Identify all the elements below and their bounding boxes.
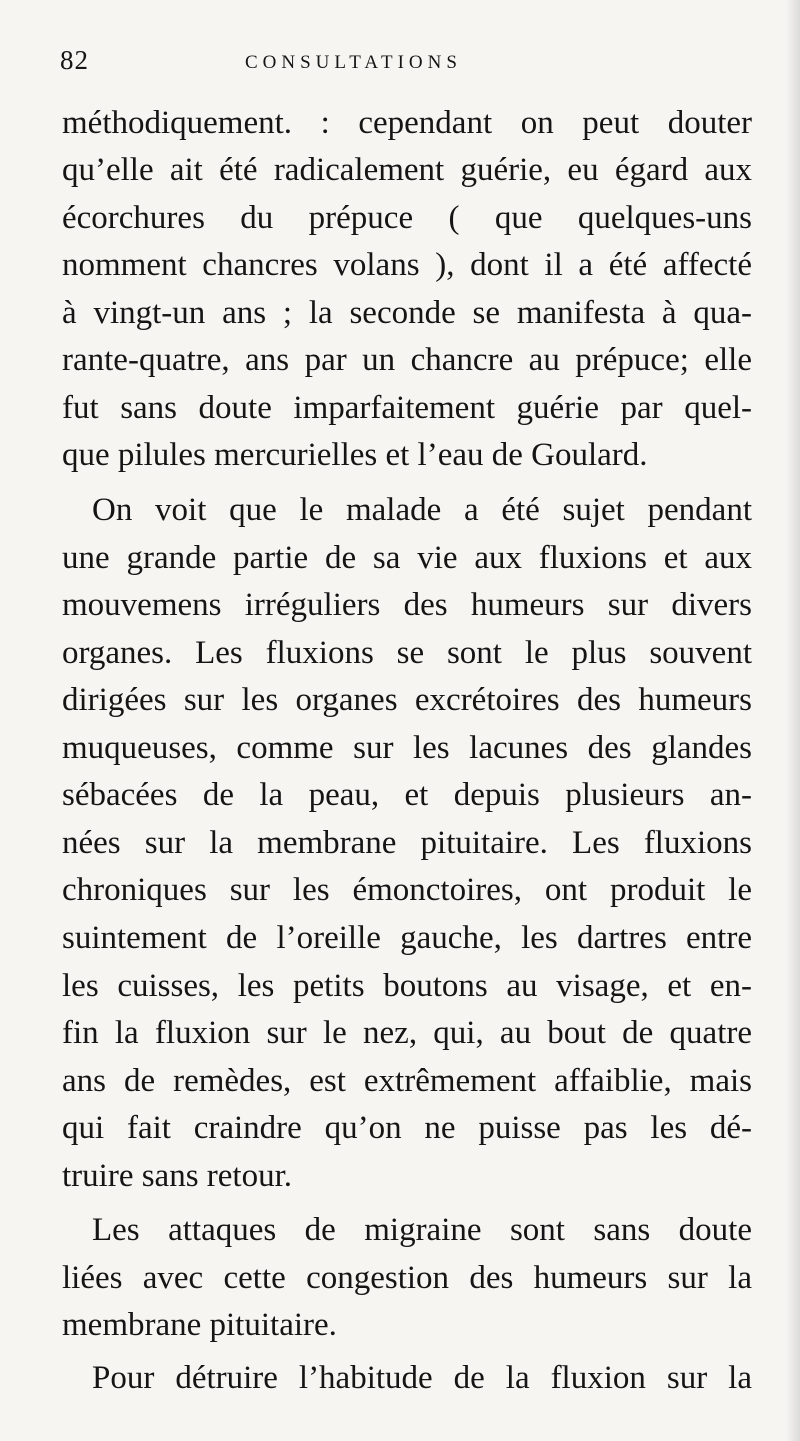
text-line: rante-quatre, ans par un chancre au prépuce; elle: [62, 342, 752, 378]
text-line: fut sans doute imparfaitement guérie par quel-: [62, 390, 752, 426]
text-line: une grande partie de sa vie aux fluxions et aux: [62, 540, 752, 576]
text-line: dirigées sur les organes excrétoires des humeurs: [62, 682, 752, 718]
text-line: muqueuses, comme sur les lacunes des glandes: [62, 730, 752, 766]
text-line: nomment chancres volans ), dont il a été affecté: [62, 247, 752, 283]
paragraph-start-line: On voit que le malade a été sujet pendant: [92, 492, 752, 528]
text-line: que pilules mercurielles et l’eau de Goulard.: [62, 437, 648, 473]
page-edge-shadow: [786, 0, 800, 1441]
text-line: liées avec cette congestion des humeurs sur la: [62, 1260, 752, 1296]
text-line: organes. Les fluxions se sont le plus souvent: [62, 635, 752, 671]
text-line: qu’elle ait été radicalement guérie, eu égard aux: [62, 152, 752, 188]
text-line: qui fait craindre qu’on ne puisse pas les dé-: [62, 1110, 752, 1146]
running-head: CONSULTATIONS: [245, 52, 462, 73]
text-line: chroniques sur les émonctoires, ont produit le: [62, 872, 752, 908]
text-line: membrane pituitaire.: [62, 1307, 337, 1343]
paragraph-start-line: Les attaques de migraine sont sans doute: [92, 1212, 752, 1248]
text-line: truire sans retour.: [62, 1158, 293, 1194]
text-line: fin la fluxion sur le nez, qui, au bout de quatre: [62, 1015, 752, 1051]
text-line: à vingt-un ans ; la seconde se manifesta à qua-: [62, 295, 752, 331]
text-line: suintement de l’oreille gauche, les dartres entre: [62, 920, 752, 956]
text-line: mouvemens irréguliers des humeurs sur divers: [62, 587, 752, 623]
text-line: ans de remèdes, est extrêmement affaiblie, mais: [62, 1063, 752, 1099]
paragraph-start-line: Pour détruire l’habitude de la fluxion sur la: [92, 1360, 752, 1396]
page-number: 82: [60, 45, 89, 75]
text-line: méthodiquement. : cependant on peut douter: [62, 105, 752, 141]
text-line: sébacées de la peau, et depuis plusieurs an-: [62, 777, 752, 813]
text-line: nées sur la membrane pituitaire. Les fluxions: [62, 825, 752, 861]
text-line: les cuisses, les petits boutons au visage, et en-: [62, 968, 752, 1004]
text-line: écorchures du prépuce ( que quelques-uns: [62, 200, 752, 236]
